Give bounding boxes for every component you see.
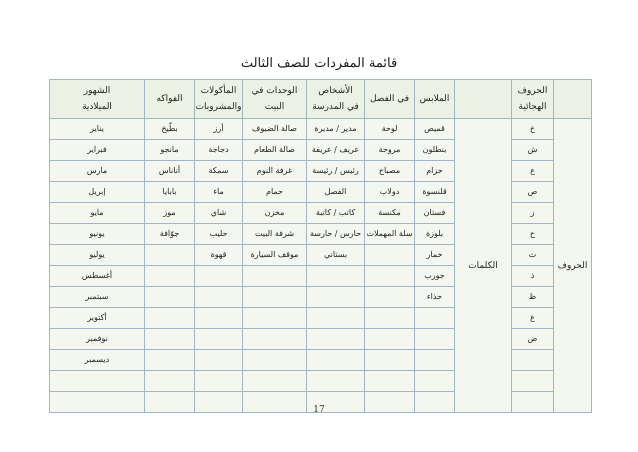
cell-classroom <box>365 245 415 266</box>
cell-fruits <box>145 329 195 350</box>
table-row <box>50 119 592 140</box>
cell-classroom <box>365 329 415 350</box>
cell-food: ماء <box>195 182 243 203</box>
header-blank <box>554 80 592 119</box>
cell-food <box>195 266 243 287</box>
cell-people <box>307 287 365 308</box>
header-fruits: الفواكه <box>145 80 195 119</box>
cell-people: عريف / عريفة <box>307 140 365 161</box>
cell-classroom <box>365 266 415 287</box>
cell-letter <box>512 371 554 392</box>
cell-months: يونيو <box>50 224 145 245</box>
cell-fruits <box>145 245 195 266</box>
header-blank-words <box>455 80 512 119</box>
cell-people: مدير / مديرة <box>307 119 365 140</box>
cell-classroom: مصباح <box>365 161 415 182</box>
cell-clothes: حزام <box>415 161 455 182</box>
cell-people: حارس / حارسة <box>307 224 365 245</box>
cell-letter: غ <box>512 308 554 329</box>
cell-house: مخزن <box>243 203 307 224</box>
cell-house <box>243 266 307 287</box>
cell-letter: ش <box>512 140 554 161</box>
cell-food <box>195 329 243 350</box>
cell-clothes: فستان <box>415 203 455 224</box>
cell-fruits: بابايا <box>145 182 195 203</box>
cell-clothes: قميص <box>415 119 455 140</box>
cell-people <box>307 350 365 371</box>
cell-months: مايو <box>50 203 145 224</box>
cell-clothes <box>415 371 455 392</box>
cell-months: سبتمبر <box>50 287 145 308</box>
cell-months: يناير <box>50 119 145 140</box>
cell-house: غرفة النوم <box>243 161 307 182</box>
cell-clothes: بنطلون <box>415 140 455 161</box>
cell-months: أغسطس <box>50 266 145 287</box>
cell-classroom: لوحة <box>365 119 415 140</box>
cell-food: حليب <box>195 224 243 245</box>
header-school-people: الأشخاص في المدرسة <box>307 80 365 119</box>
cell-house <box>243 371 307 392</box>
cell-letter: ض <box>512 329 554 350</box>
cell-fruits <box>145 287 195 308</box>
cell-letter: ث <box>512 245 554 266</box>
page-title: قائمة المفردات للصف الثالث <box>240 56 398 71</box>
cell-classroom: سلة المهملات <box>365 224 415 245</box>
cell-people <box>307 308 365 329</box>
cell-food: دجاجة <box>195 140 243 161</box>
cell-house: شرفة البيت <box>243 224 307 245</box>
cell-people: الفصل <box>307 182 365 203</box>
cell-fruits <box>145 266 195 287</box>
cell-clothes: قلنسوة <box>415 182 455 203</box>
cell-clothes <box>415 350 455 371</box>
cell-clothes: جورب <box>415 266 455 287</box>
cell-food <box>195 350 243 371</box>
cell-letter: ع <box>512 161 554 182</box>
cell-food: سمكة <box>195 161 243 182</box>
header-house-units: الوحدات في البيت <box>243 80 307 119</box>
merged-letters-label: الحروف <box>554 119 592 413</box>
cell-house <box>243 308 307 329</box>
cell-classroom <box>365 371 415 392</box>
cell-months: مارس <box>50 161 145 182</box>
cell-letter: خ <box>512 119 554 140</box>
cell-fruits: موز <box>145 203 195 224</box>
header-classroom: في الفصل <box>365 80 415 119</box>
header-food-drinks: المأكولات والمشروبات <box>195 80 243 119</box>
cell-house: حمام <box>243 182 307 203</box>
vocabulary-table <box>49 79 592 413</box>
cell-clothes <box>415 329 455 350</box>
cell-house <box>243 350 307 371</box>
cell-house <box>243 329 307 350</box>
cell-classroom: دولاب <box>365 182 415 203</box>
cell-food <box>195 287 243 308</box>
cell-months: يوليو <box>50 245 145 266</box>
cell-house <box>243 287 307 308</box>
cell-fruits: جوّافة <box>145 224 195 245</box>
header-row <box>50 80 592 119</box>
cell-months: ديسمبر <box>50 350 145 371</box>
cell-fruits: أناناس <box>145 161 195 182</box>
cell-months: إبريل <box>50 182 145 203</box>
cell-months <box>50 371 145 392</box>
cell-food: شاي <box>195 203 243 224</box>
cell-months: فبراير <box>50 140 145 161</box>
cell-clothes <box>415 308 455 329</box>
cell-house: موقف السيارة <box>243 245 307 266</box>
cell-clothes: حذاء <box>415 287 455 308</box>
cell-letter <box>512 350 554 371</box>
header-months: الشهور الميلادية <box>50 80 145 119</box>
cell-house: صالة الضيوف <box>243 119 307 140</box>
cell-people <box>307 329 365 350</box>
cell-people: بستاني <box>307 245 365 266</box>
cell-house: صالة الطعام <box>243 140 307 161</box>
cell-classroom: مكنسة <box>365 203 415 224</box>
cell-food <box>195 371 243 392</box>
cell-fruits <box>145 308 195 329</box>
cell-fruits: مانجو <box>145 140 195 161</box>
merged-words-label: الكلمات <box>455 119 512 413</box>
cell-clothes: خمار <box>415 245 455 266</box>
page-number: 17 <box>313 405 325 415</box>
cell-letter: ذ <box>512 266 554 287</box>
cell-people <box>307 266 365 287</box>
cell-food <box>195 308 243 329</box>
cell-fruits <box>145 350 195 371</box>
cell-fruits: بطّيخ <box>145 119 195 140</box>
cell-people: كاتب / كاتبة <box>307 203 365 224</box>
cell-letter: ظ <box>512 287 554 308</box>
cell-months: أكتوبر <box>50 308 145 329</box>
cell-food: قهوة <box>195 245 243 266</box>
cell-classroom: مروحة <box>365 140 415 161</box>
cell-months: نوفمبر <box>50 329 145 350</box>
cell-classroom <box>365 308 415 329</box>
cell-fruits <box>145 371 195 392</box>
cell-classroom <box>365 287 415 308</box>
header-clothes: الملابس <box>415 80 455 119</box>
cell-classroom <box>365 350 415 371</box>
cell-clothes: بلوزة <box>415 224 455 245</box>
cell-letter: ح <box>512 224 554 245</box>
cell-people: رئيس / رئيسة <box>307 161 365 182</box>
cell-letter: ز <box>512 203 554 224</box>
cell-food: أرز <box>195 119 243 140</box>
header-letters: الحروف الهجائية <box>512 80 554 119</box>
cell-people <box>307 371 365 392</box>
cell-letter: ص <box>512 182 554 203</box>
